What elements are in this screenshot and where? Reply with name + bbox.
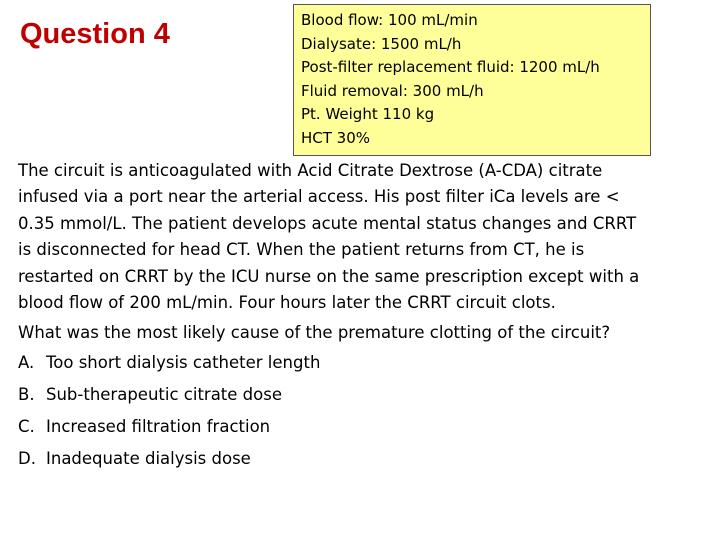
scenario-line: infused via a port near the arterial access. His post filter iCa levels are < [18, 187, 620, 207]
option-letter: C. [18, 416, 35, 436]
param-fluid-removal: Fluid removal: 300 mL/h [301, 81, 484, 100]
option-text: Sub-therapeutic citrate dose [46, 384, 282, 404]
option-letter: A. [18, 352, 35, 372]
parameters-box [293, 4, 651, 156]
slide-title: Question 4 [20, 18, 170, 50]
question-text: What was the most likely cause of the premature clotting of the circuit? [18, 323, 611, 343]
scenario-line: 0.35 mmol/L. The patient develops acute mental status changes and CRRT [18, 213, 637, 233]
param-hct: HCT 30% [301, 128, 371, 147]
option-d [18, 443, 698, 475]
answer-options [18, 347, 698, 475]
option-letter: B. [18, 384, 35, 404]
scenario-line: restarted on CRRT by the ICU nurse on the same prescription except with a [18, 266, 640, 286]
option-text: Inadequate dialysis dose [46, 448, 251, 468]
option-a [18, 347, 698, 379]
option-text: Increased filtration fraction [46, 416, 271, 436]
param-weight: Pt. Weight 110 kg [301, 105, 435, 123]
option-letter: D. [18, 448, 36, 468]
param-blood-flow: Blood flow: 100 mL/min [301, 11, 478, 29]
param-dialysate: Dialysate: 1500 mL/h [301, 34, 462, 53]
scenario-line: The circuit is anticoagulated with Acid Citrate Dextrose (A-CDA) citrate [18, 161, 603, 180]
scenario-line: is disconnected for head CT. When the patient returns from CT, he is [18, 240, 585, 260]
option-c [18, 411, 698, 443]
scenario-line: blood flow of 200 mL/min. Four hours later the CRRT circuit clots. [18, 293, 556, 313]
param-replacement-fluid: Post-filter replacement fluid: 1200 mL/h [301, 58, 600, 76]
scenario-text [18, 158, 698, 316]
option-text: Too short dialysis catheter length [46, 352, 321, 372]
option-b [18, 379, 698, 411]
question-body [18, 158, 698, 475]
